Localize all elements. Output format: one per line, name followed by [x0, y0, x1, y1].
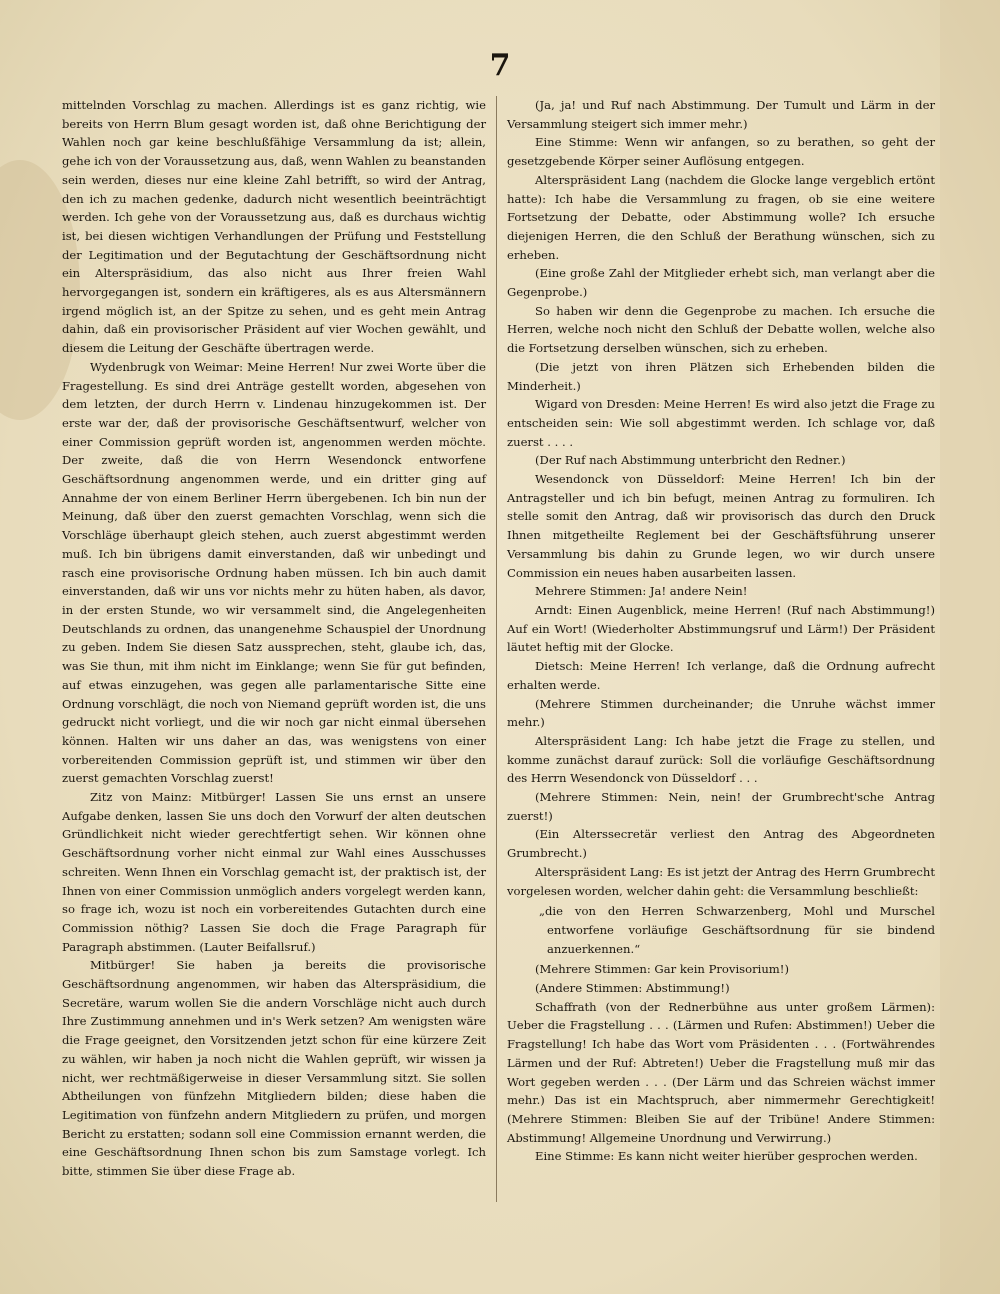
paragraph: (Mehrere Stimmen: Gar kein Provisorium!) — [535, 962, 789, 977]
paragraph: Alterspräsident Lang: Ich habe jetzt die Frage zu stellen, und komme zunächst darauf zurück: Soll die vorläufige Geschäftsordnung des Herrn Wesendonck von Düsseldorf . . . — [507, 733, 935, 786]
paragraph: Dietsch: Meine Herren! Ich verlange, daß die Ordnung aufrecht erhalten werde. — [507, 659, 935, 692]
paragraph: mittelnden Vorschlag zu machen. Allerdings ist es ganz richtig, wie bereits von Herrn Blum gesagt worden ist, daß ohne Berichtigung der Wahlen noch gar keine beschlußfähige Versammlung da ist; allein, gehe ich von der Voraussetzung aus, daß, wenn Wahlen zu beanstanden sein werden, dieses nur eine kleine Zahl betrifft, so wird der Antrag, den ich zu machen gedenke, dadurch nicht wesentlich beeinträchtigt werden. Ich gehe von der Voraussetzung aus, daß es durchaus wichtig ist, bei diesen wichtigen Verhandlungen der Prüfung und Feststellung der Legitimation und der Begutachtung der Geschäftsordnung nicht ein Alterspräsidium, das also nicht aus Ihrer freien Wahl hervorgegangen ist, sondern ein kräftigeres, als es aus Altersmännern irgend möglich ist, an der Spitze zu sehen, und es geht mein Antrag dahin, daß ein provisorischer Präsident auf vier Wochen gewählt, und diesem die Leitung der Geschäfte übertragen werde. — [62, 98, 486, 356]
paragraph: (Eine große Zahl der Mitglieder erhebt sich, man verlangt aber die Gegenprobe.) — [507, 266, 935, 300]
paragraph: Wydenbrugk von Weimar: Meine Herren! Nur zwei Worte über die Fragestellung. Es sind drei Anträge gestellt worden, abgesehen von dem letzten, der durch Herrn v. Lindenau hinzugekommen ist. Der erste war der, daß der provisorische Geschäftsentwurf, welcher von einer Commission geprüft worden ist, angenommen werden möchte. Der zweite, daß die von Herrn Wesendonck entworfene Geschäftsordnung angenommen werde, und ein dritter ging auf Annahme der von einem Berliner Herrn übergebenen. Ich bin nun der Meinung, daß über den zuerst gemachten Vorschlag, wenn sich die Vorschläge überhaupt gleich stehen, auch zuerst abgestimmt werden muß. Ich bin übrigens damit einverstanden, daß wir unbedingt und rasch eine provisorische Ordnung haben müssen. Ich bin auch damit einverstanden, daß wir uns vor nichts mehr zu hüten haben, als davor, in der ersten Stunde, wo wir versammelt sind, die Angelegenheiten Deutschlands zu ordnen, das unangenehme Schauspiel der Unordnung zu geben. Indem Sie diesen Satz aussprechen, steht, glaube ich, das, was Sie thun, mit ihm nicht im Einklange; wenn Sie für gut befinden, auf etwas einzugehen, was gegen alle parlamentarische Sitte eine Ordnung vorschlägt, die noch von Niemand geprüft worden ist, die uns gedruckt nicht vorliegt, und die wir noch gar nicht einmal übersehen können. Halten wir uns daher an das, was wenigstens von einer vorbereitenden Commission geprüft ist, und stimmen wir über den zuerst gemachten Vorschlag zuerst! — [62, 359, 486, 786]
paragraph: Alterspräsident Lang: Es ist jetzt der Antrag des Herrn Grumbrecht vorgelesen worden, welcher dahin geht: die Versammlung beschließt: — [507, 864, 935, 898]
paragraph: (Andere Stimmen: Abstimmung!) — [535, 981, 730, 996]
paragraph: Mitbürger! Sie haben ja bereits die provisorische Geschäftsordnung angenommen, wir haben das Alterspräsidium, die Secretäre, warum wollen Sie die andern Vorschläge nicht auch durch Ihre Zustimmung annehmen und in's Werk setzen? Am wenigsten wäre die Frage geeignet, den Vorsitzenden jetzt schon für eine kürzere Zeit zu wählen, wir haben ja noch nicht die Wahlen geprüft, wir wissen ja nicht, wer rechtmäßigerweise in dieser Versammlung sitzt. Sie sollen Abtheilungen von fünfzehn Mitgliedern bilden; diese haben die Legitimation von fünfzehn andern Mitgliedern zu prüfen, und morgen Bericht zu erstatten; sodann soll eine Commission ernannt werden, die eine Geschäftsordnung Ihnen schon bis zum Samstage vorlegt. Ich bitte, stimmen Sie über diese Frage ab. — [62, 958, 486, 1179]
paragraph: (Ein Alterssecretär verliest den Antrag des Abgeordneten Grumbrecht.) — [507, 827, 935, 861]
left-column — [62, 96, 486, 1181]
paragraph: Eine Stimme: Es kann nicht weiter hierüber gesprochen werden. — [535, 1149, 918, 1164]
page-number: 7 — [489, 48, 511, 83]
right-column — [507, 96, 935, 1166]
paper-edge-shade — [940, 0, 1000, 1294]
paragraph: Schaffrath (von der Rednerbühne aus unter großem Lärmen): Ueber die Fragstellung . . . (Lärmen und Rufen: Abstimmen!) Ueber die Fragstellung! Ich habe das Wort vom Präsidenten . . . (Fortwährendes Lärmen und der Ruf: Abtreten!) Ueber die Fragstellung muß mir das Wort gegeben werden . . . (Der Lärm und das Schreien wächst immer mehr.) Das ist ein Machtspruch, aber nimmermehr Gerechtigkeit! (Mehrere Stimmen: Bleiben Sie auf der Tribüne! Andere Stimmen: Abstimmung! Allgemeine Unordnung und Verwirrung.) — [507, 999, 935, 1145]
paragraph: Alterspräsident Lang (nachdem die Glocke lange vergeblich ertönt hatte): Ich habe die Versammlung zu fragen, ob sie eine weitere Fortsetzung der Debatte, oder Abstimmung wolle? Ich ersuche diejenigen Herren, die den Schluß der Berathung wünschen, sich zu erheben. — [507, 172, 935, 262]
paragraph: Mehrere Stimmen: Ja! andere Nein! — [535, 584, 748, 599]
paragraph: Wesendonck von Düsseldorf: Meine Herren! Ich bin der Antragsteller und ich bin befugt, meinen Antrag zu formuliren. Ich stelle somit den Antrag, daß wir provisorisch das durch den Druck Ihnen mitgetheilte Reglement bei der Geschäftsführung unserer Versammlung bis dahin zu Grunde legen, wo wir durch unsere Commission ein neues haben ausarbeiten lassen. — [507, 472, 935, 580]
paragraph: Wigard von Dresden: Meine Herren! Es wird also jetzt die Frage zu entscheiden sein: Wie soll abgestimmt werden. Ich schlage vor, daß zuerst . . . . — [507, 397, 935, 449]
paragraph: (Der Ruf nach Abstimmung unterbricht den Redner.) — [535, 453, 846, 468]
paragraph: (Mehrere Stimmen: Nein, nein! der Grumbrecht'sche Antrag zuerst!) — [507, 790, 935, 823]
quoted-motion: „die von den Herren Schwarzenberg, Mohl und Murschel entworfene vorläufige Geschäftsordnung für sie bindend anzuerkennen.“ — [539, 904, 935, 956]
paragraph: Zitz von Mainz: Mitbürger! Lassen Sie uns ernst an unsere Aufgabe denken, lassen Sie uns doch den Vorwurf der alten deutschen Gründlichkeit nicht wieder gerechtfertigt sehen. Wir können ohne Geschäftsordnung vorher nicht einmal zur Wahl eines Ausschusses schreiten. Wenn Ihnen ein Vorschlag gemacht ist, der praktisch ist, der Ihnen von einer Commission unmöglich anders vorgelegt werden kann, so frage ich, wozu ist noch ein vorbereitendes Gutachten durch eine Commission nöthig? Lassen Sie doch die Frage Paragraph für Paragraph abstimmen. (Lauter Beifallsruf.) — [62, 790, 486, 954]
paragraph: (Ja, ja! und Ruf nach Abstimmung. Der Tumult und Lärm in der Versammlung steigert sich immer mehr.) — [507, 98, 935, 131]
paragraph: (Mehrere Stimmen durcheinander; die Unruhe wächst immer mehr.) — [507, 696, 935, 730]
paragraph: (Die jetzt von ihren Plätzen sich Erhebenden bilden die Minderheit.) — [507, 359, 935, 393]
paragraph: Eine Stimme: Wenn wir anfangen, so zu berathen, so geht der gesetzgebende Körper seiner Auflösung entgegen. — [507, 135, 935, 169]
column-divider — [496, 96, 497, 1202]
paragraph: So haben wir denn die Gegenprobe zu machen. Ich ersuche die Herren, welche noch nicht den Schluß der Debatte wollen, welche also die Fortsetzung derselben wünschen, sich zu erheben. — [507, 303, 935, 356]
paragraph: Arndt: Einen Augenblick, meine Herren! (Ruf nach Abstimmung!) Auf ein Wort! (Wiederholter Abstimmungsruf und Lärm!) Der Präsident läutet heftig mit der Glocke. — [507, 602, 935, 655]
